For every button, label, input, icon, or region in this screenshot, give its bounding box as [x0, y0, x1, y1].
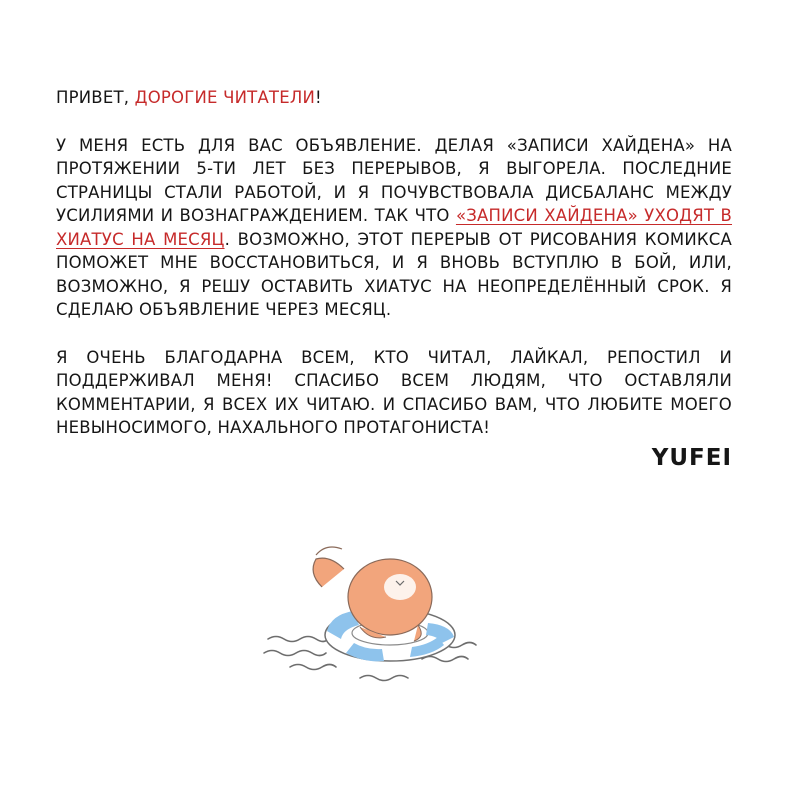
author-signature: YUFEI [651, 445, 732, 471]
greeting-suffix: ! [315, 88, 322, 107]
bunny-swim-ring-illustration [250, 535, 500, 685]
hiatus-link[interactable]: «ЗАПИСИ ХАЙДЕНА» УХОДЯТ В ХИАТУС НА МЕСЯЦ [56, 206, 733, 249]
paragraph-text-1: У МЕНЯ ЕСТЬ ДЛЯ ВАС ОБЪЯВЛЕНИЕ. ДЕЛАЯ «ЗАПИСИ ХАЙДЕНА» НА ПРОТЯЖЕНИИ 5-ТИ ЛЕТ БЕЗ ПЕРЕРЫВОВ, Я ВЫГОРЕЛА. ПОСЛЕДНИЕ СТРАНИЦЫ СТАЛИ РАБОТОЙ, И Я ПОЧУВСТВОВАЛА ДИСБАЛАНС МЕЖДУ УСИЛИЯМИ И ВОЗНАГРАЖДЕНИЕМ. ТАК ЧТО [56, 135, 732, 225]
greeting-highlight: ДОРОГИЕ ЧИТАТЕЛИ [134, 88, 315, 107]
thanks-paragraph: Я ОЧЕНЬ БЛАГОДАРНА ВСЕМ, КТО ЧИТАЛ, ЛАЙКАЛ, РЕПОСТИЛ И ПОДДЕРЖИВАЛ МЕНЯ! СПАСИБО ВСЕМ ЛЮДЯМ, ЧТО ОСТАВЛЯЛИ КОММЕНТАРИИ, Я ВСЕХ ИХ ЧИТАЮ. И СПАСИБО ВАМ, ЧТО ЛЮБИТЕ МОЕГО НЕВЫНОСИМОГО, НАХАЛЬНОГО ПРОТАГОНИСТА! [56, 347, 732, 437]
paragraph-text-2: . ВОЗМОЖНО, ЭТОТ ПЕРЕРЫВ ОТ РИСОВАНИЯ КОМИКСА ПОМОЖЕТ МНЕ ВОССТАНОВИТЬСЯ, И Я ВНОВЬ ВСТУПЛЮ В БОЙ, ИЛИ, ВОЗМОЖНО, Я РЕШУ ОСТАВИТЬ ХИАТУС НА НЕОПРЕДЕЛЁННЫЙ СРОК. Я СДЕЛАЮ ОБЪЯВЛЕНИЕ ЧЕРЕЗ МЕСЯЦ. [56, 229, 732, 319]
announcement-text [56, 86, 732, 440]
greeting-prefix: ПРИВЕТ, [56, 88, 135, 107]
announcement-paragraph [56, 134, 732, 322]
greeting-line [56, 86, 732, 110]
